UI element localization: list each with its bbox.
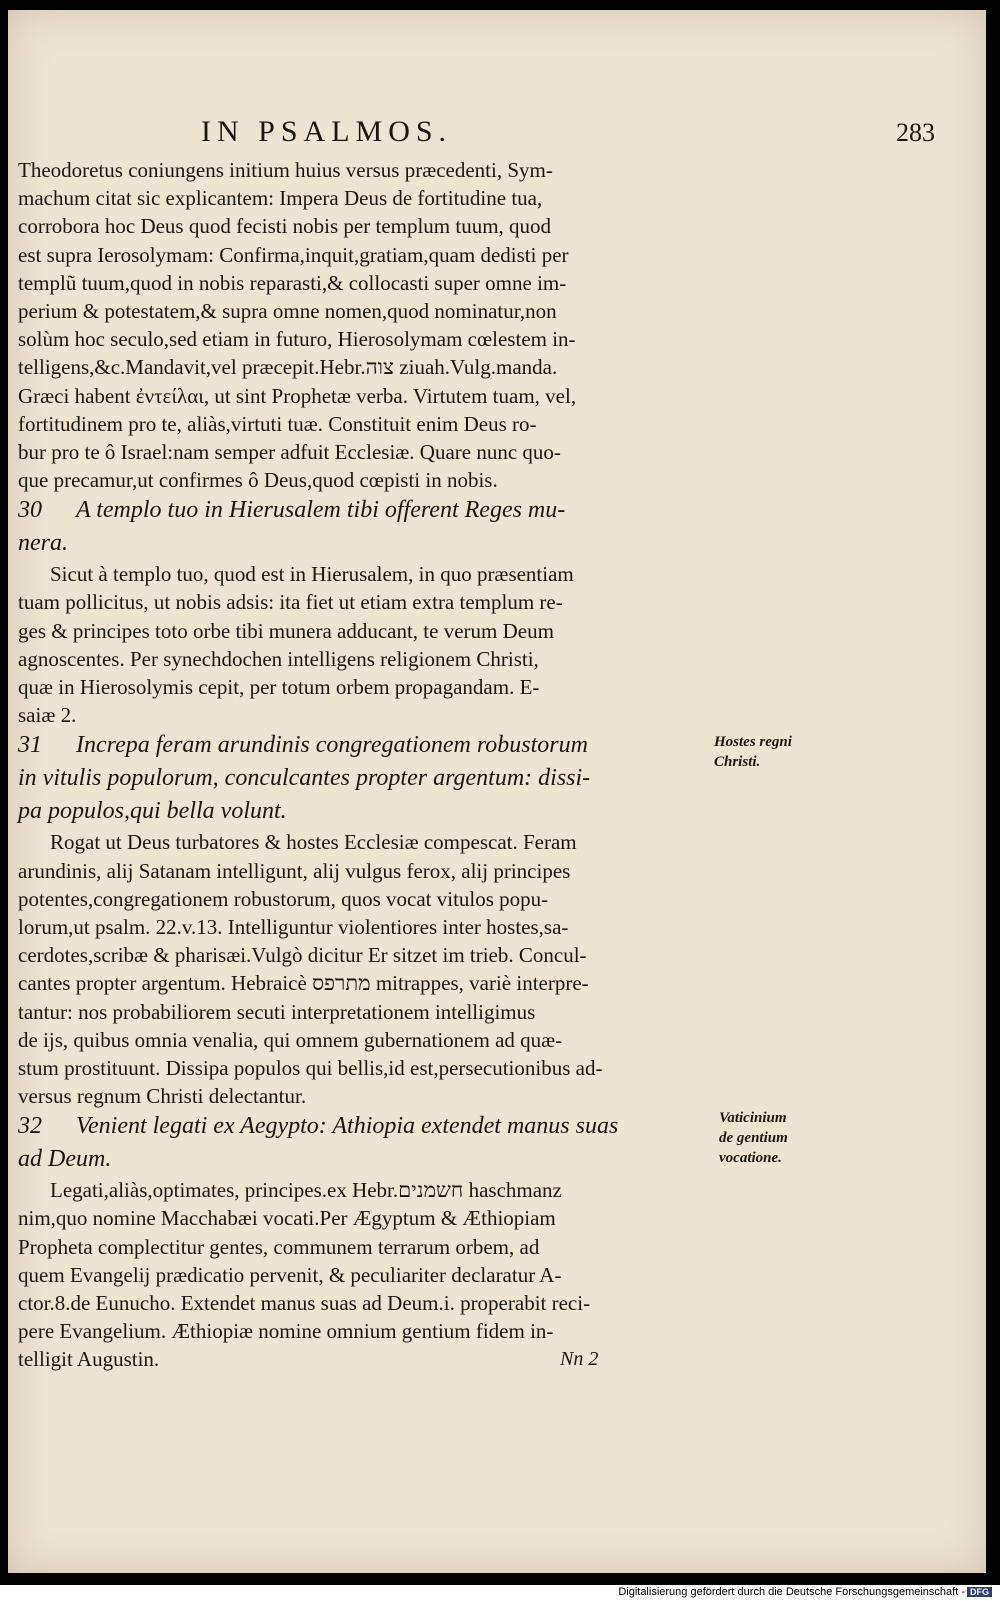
text-line: telligit Augustin. xyxy=(18,1347,160,1372)
margin-note-line: de gentium xyxy=(719,1130,788,1146)
verse-30-line-2: nera. xyxy=(18,530,68,557)
catchword: Nn 2 xyxy=(560,1348,599,1370)
text-line: Theodoretus coniungens initium huius versus præcedenti, Sym- xyxy=(18,158,553,182)
text-line: agnoscentes. Per synechdochen intelligens religionem Christi, xyxy=(18,646,539,671)
text-line: cerdotes,scribæ & pharisæi.Vulgò dicitur Er sitzet im trieb. Concul- xyxy=(18,943,587,968)
paragraph-1 xyxy=(18,156,738,494)
verse-number-31: 31 xyxy=(18,732,42,759)
text-line: versus regnum Christi delectantur. xyxy=(18,1084,307,1109)
text-line: corrobora hoc Deus quod fecisti nobis per templum tuum, quod xyxy=(18,214,552,239)
footer-credit xyxy=(618,1586,992,1598)
text-line: tantur: nos probabiliorem secuti interpretationem intelligimus xyxy=(18,999,536,1024)
text-line: bur pro te ô Israel:nam semper adfuit Ecclesiæ. Quare nunc quo- xyxy=(18,439,561,464)
verse-32-line-2: ad Deum. xyxy=(18,1146,112,1173)
text-line: Græci habent ἐντείλαι, ut sint Prophetæ verba. Virtutem tuam, vel, xyxy=(18,383,577,408)
margin-note-line: Hostes regni xyxy=(714,734,792,750)
text-line: Propheta complectitur gentes, communem terrarum orbem, ad xyxy=(18,1234,540,1259)
text-line: perium & potestatem,& supra omne nomen,quod nominatur,non xyxy=(18,298,557,323)
verse-number-30: 30 xyxy=(18,497,42,524)
margin-note-line: Christi. xyxy=(714,754,761,770)
verse-31-line-3: pa populos,qui bella volunt. xyxy=(18,798,287,825)
footer-credit-text: Digitalisierung gefördert durch die Deutsche Forschungsgemeinschaft - xyxy=(618,1586,965,1598)
text-line: telligens,&c.Mandavit,vel præcepit.Hebr.צוה ziuah.Vulg.manda. xyxy=(18,355,558,380)
text-line: de ijs, quibus omnia venalia, qui omnem gubernationem ad quæ- xyxy=(18,1027,563,1052)
text-line: quem Evangelij prædicatio pervenit, & peculiariter declaratur A- xyxy=(18,1262,562,1287)
text-line: fortitudinem pro te, aliàs,virtuti tuæ. Constituit enim Deus ro- xyxy=(18,411,537,436)
text-line: lorum,ut psalm. 22.v.13. Intelliguntur violentiores inter hostes,sa- xyxy=(18,914,569,939)
margin-note-line: vocatione. xyxy=(719,1150,782,1166)
book-page xyxy=(8,10,986,1573)
verse-number-32: 32 xyxy=(18,1113,42,1140)
margin-note-vaticinium xyxy=(719,1108,788,1168)
text-line: templũ tuum,quod in nobis reparasti,& collocasti super omne im- xyxy=(18,270,567,295)
text-line: cantes propter argentum. Hebraicè מתרפס mitrappes, variè interpre- xyxy=(18,971,589,996)
text-line: arundinis, alij Satanam intelligunt, alij vulgus ferox, alij principes xyxy=(18,858,571,883)
paragraph-2 xyxy=(18,560,738,729)
page-number: 283 xyxy=(896,118,935,147)
text-line: solùm hoc seculo,sed etiam in futuro, Hierosolymam cœlestem in- xyxy=(18,327,576,352)
text-line: machum citat sic explicantem: Impera Deus de fortitudine tua, xyxy=(18,186,543,211)
dfg-logo: DFG xyxy=(967,1587,992,1597)
text-line: nim,quo nomine Macchabæi vocati.Per Ægyptum & Æthiopiam xyxy=(18,1206,556,1231)
verse-32-line-1 xyxy=(18,1110,738,1143)
text-line: Sicut à templo tuo, quod est in Hierusalem, in quo præsentiam xyxy=(50,562,574,587)
verse-30-line-1 xyxy=(18,494,738,527)
text-line: saiæ 2. xyxy=(18,703,77,728)
body-text xyxy=(18,156,738,1374)
text-line: Rogat ut Deus turbatores & hostes Ecclesiæ compescat. Feram xyxy=(50,830,577,855)
text-line: pere Evangelium. Æthiopiæ nomine omnium gentium fidem in- xyxy=(18,1319,554,1344)
verse-30-text-1: A templo tuo in Hierusalem tibi offerent Reges mu- xyxy=(76,497,566,524)
text-line: ctor.8.de Eunucho. Extendet manus suas ad Deum.i. properabit reci- xyxy=(18,1291,591,1315)
text-line: que precamur,ut confirmes ô Deus,quod cœpisti in nobis. xyxy=(18,468,498,493)
verse-31-line-2: in vitulis populorum, conculcantes propter argentum: dissi- xyxy=(18,765,591,792)
verse-31-line-1 xyxy=(18,729,738,762)
verse-31-text-1: Increpa feram arundinis congregationem robustorum xyxy=(76,732,588,759)
margin-note-hostes xyxy=(714,732,792,772)
text-line: Legati,aliàs,optimates, principes.ex Hebr.חשמנים haschmanz xyxy=(50,1178,562,1203)
text-line: potentes,congregationem robustorum, quos vocat vitulos popu- xyxy=(18,886,549,911)
paragraph-4 xyxy=(18,1176,738,1373)
text-line: tuam pollicitus, ut nobis adsis: ita fiet ut etiam extra templum re- xyxy=(18,590,563,615)
text-line: stum prostituunt. Dissipa populos qui bellis,id est,persecutionibus ad- xyxy=(18,1055,603,1080)
margin-note-line: Vaticinium xyxy=(719,1110,787,1126)
text-line: ges & principes toto orbe tibi munera adducant, te verum Deum xyxy=(18,618,554,643)
text-line: est supra Ierosolymam: Confirma,inquit,gratiam,quam dedisti per xyxy=(18,242,569,267)
verse-32-text-1: Venient legati ex Aegypto: Athiopia extendet manus suas xyxy=(76,1113,619,1140)
running-head: IN PSALMOS. xyxy=(201,115,453,148)
paragraph-3 xyxy=(18,828,738,1110)
text-line: quæ in Hierosolymis cepit, per totum orbem propagandam. E- xyxy=(18,675,540,699)
